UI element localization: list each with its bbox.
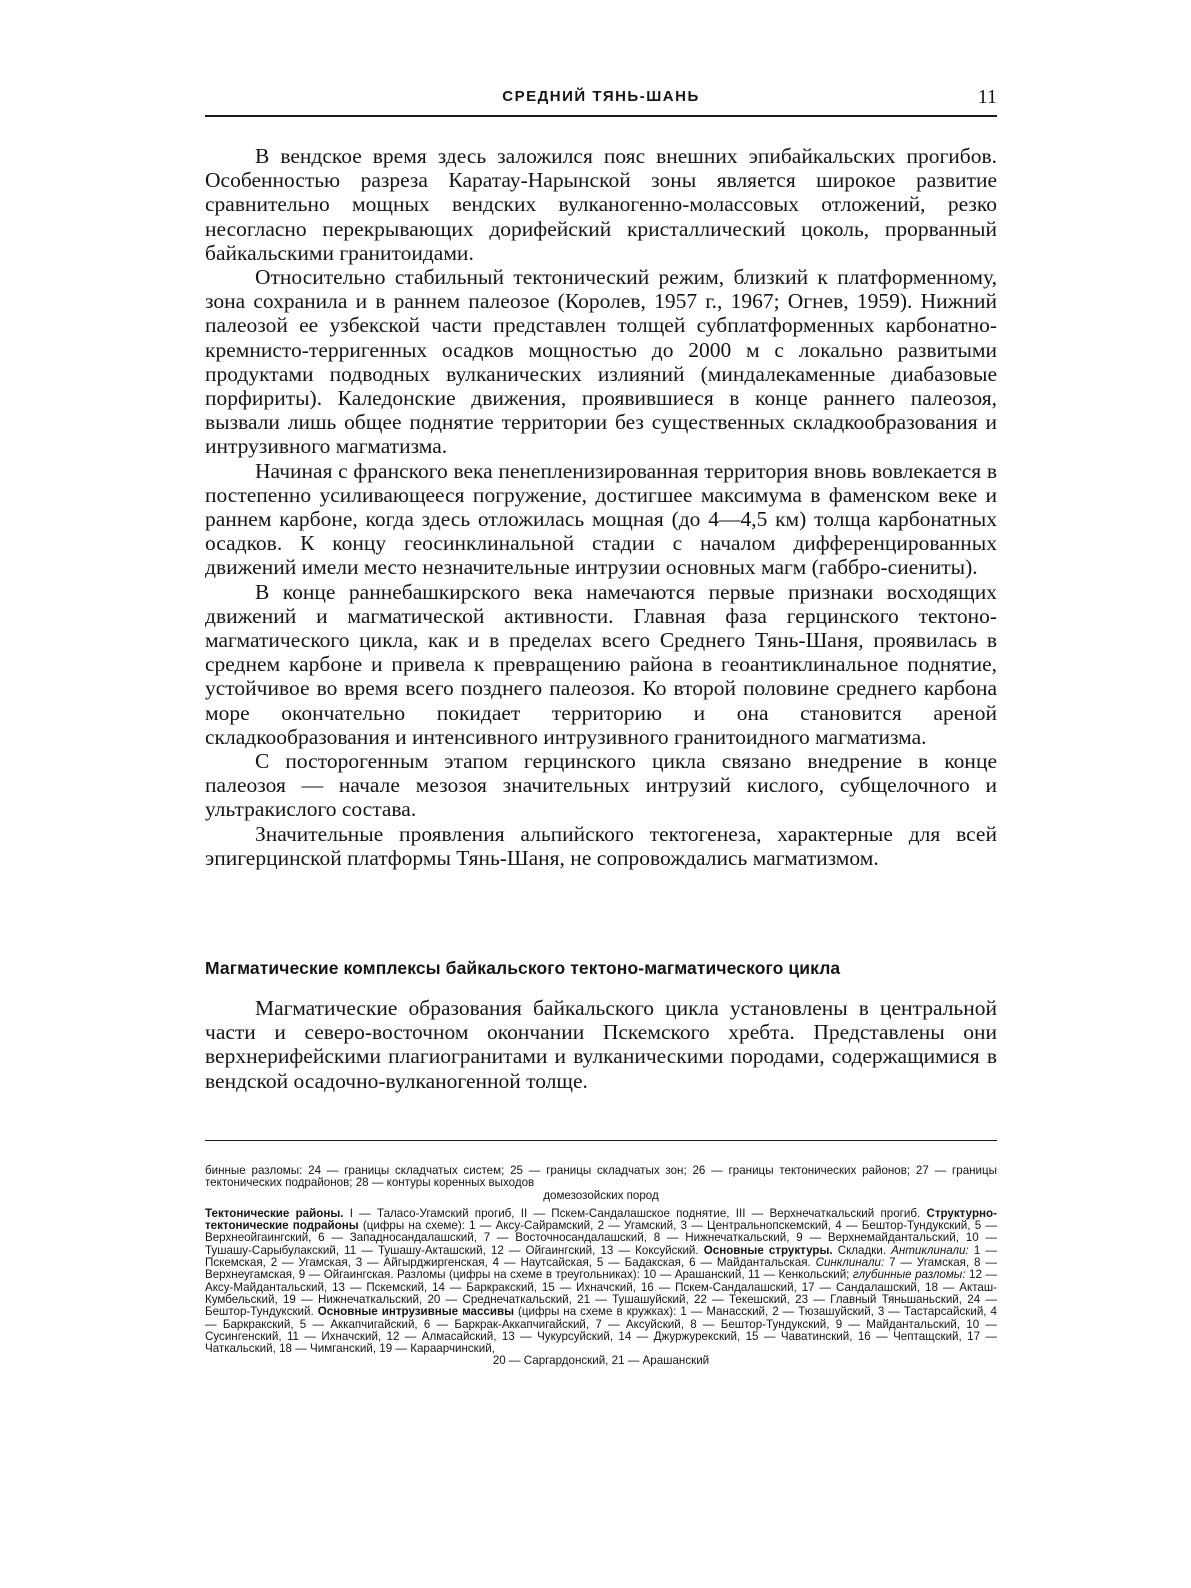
caption-legend-tail: домезозойских пород xyxy=(543,1188,659,1202)
caption-italic: Синклинали: xyxy=(815,1256,885,1270)
caption-tectonic xyxy=(205,1208,997,1356)
caption-label: Структурно-тектонические подрайоны xyxy=(205,1206,997,1233)
caption-text: (цифры на схеме): xyxy=(362,1219,465,1233)
caption-tail: 20 — Саргардонский, 21 — Арашанский xyxy=(492,1354,710,1368)
caption-label: Тектонические районы. xyxy=(205,1206,344,1220)
caption-text: (цифры на схеме в кружках): xyxy=(518,1305,677,1319)
caption-text: 7 — Угамская, 8 — Верхнеугамская, 9 — Ойгаингская. xyxy=(205,1256,997,1282)
caption-text: 10 — Арашанский, 11 — Кенкольский; xyxy=(643,1268,850,1282)
paragraph: В конце раннебашкирского века намечаются первые признаки восходящих движений и магматической активности. Главная фаза герцинского тектоно-магматического цикла, как и в пределах всего Среднего Тянь-Шаня, проявилась в среднем карбоне и привела к превращению района в геоантиклинальное поднятие, устойчивое во время всего позднего палеозоя. Ко второй половине среднего карбона море окончательно покидает территорию и она становится ареной складкообразования и интенсивного интрузивного гранитоидного магматизма. xyxy=(205,579,997,749)
footnote-rule xyxy=(205,1140,997,1141)
paragraph: Значительные проявления альпийского тектогенеза, характерные для всей эпигерцинской платформы Тянь-Шаня, не сопровождались магматизмом. xyxy=(205,821,997,870)
caption-text: Разломы xyxy=(397,1268,446,1282)
header-rule xyxy=(205,115,997,117)
caption-label: Основные структуры. xyxy=(703,1243,833,1257)
running-title: СРЕДНИЙ ТЯНЬ-ШАНЬ xyxy=(502,88,700,105)
caption-italic: глубинные разломы: xyxy=(852,1268,966,1282)
section-heading: Магматические комплексы байкальского тектоно-магматического цикла xyxy=(205,958,841,978)
caption-label: Основные интрузивные массивы xyxy=(317,1305,515,1319)
main-text xyxy=(205,144,997,870)
section-text xyxy=(205,996,997,1093)
paragraph: Начиная с франского века пенепленизированная территория вновь вовлекается в постепенно усиливающееся погружение, достигшее максимума в фаменском веке и раннем карбоне, когда здесь отложилась мощная (до 4—4,5 км) толща карбонатных осадков. К концу геосинклинальной стадии с началом дифференцированных движений имели место незначительные интрузии основных магм (габбро-сиениты). xyxy=(205,458,997,580)
caption-text: 12 — Аксу-Майдантальский, 13 — Пскемский, 14 — Баркракский, 15 — Ихначский, 16 — Пскем-Сандалашский, 17 — Сандалашский, 18 — Акташ-Кумбельский, 19 — Нижнечаткальский, 20 — Среднечаткальский, 21 — Тушашуйский, 22 — Текешский, 23 — Главный Тяньшаньский, 24 — Бештор-Тундукский. xyxy=(205,1268,997,1319)
paragraph: С посторогенным этапом герцинского цикла связано внедрение в конце палеозоя — начале мезозоя значительных интрузий кислого, субщелочного и ультракислого состава. xyxy=(205,749,997,822)
caption-text: 1 — Пскемская, 2 — Угамская, 3 — Айгырджиргенская, 4 — Наутсайская, 5 — Бадакская, 6 — Майдантальская. xyxy=(205,1243,997,1270)
paragraph: В вендское время здесь заложился пояс внешних эпибайкальских прогибов. Особенностью разреза Каратау-Нарынской зоны является широкое развитие сравнительно мощных вендских вулканогенно-молассовых отложений, резко несогласно перекрывающих дорифейский кристаллический цоколь, прорванный байкальскими гранитоидами. xyxy=(205,144,997,265)
caption-text: (цифры на схеме в треугольниках): xyxy=(448,1268,640,1282)
figure-caption-continued xyxy=(205,1165,997,1368)
caption-text: Складки. xyxy=(837,1243,887,1257)
page-number: 11 xyxy=(977,86,997,108)
paragraph: Магматические образования байкальского цикла установлены в центральной части и северо-восточном окончании Пскемского хребта. Представлены они верхнерифейскими плагиогранитами и вулканическими породами, содержащимися в вендской осадочно-вулканогенной толще. xyxy=(205,996,997,1093)
running-head xyxy=(205,86,997,110)
caption-italic: Антиклинали: xyxy=(891,1243,969,1257)
caption-legend: бинные разломы: 24 — границы складчатых систем; 25 — границы складчатых зон; 26 — границы тектонических районов; 27 — границы тектонических подрайонов; 28 — контуры коренных выходов xyxy=(205,1164,997,1190)
paragraph: Относительно стабильный тектонический режим, близкий к платформенному, зона сохранила и в раннем палеозое (Королев, 1957 г., 1967; Огнев, 1959). Нижний палеозой ее узбекской части представлен толщей субплатформенных карбонатно-кремнисто-терригенных осадков мощностью до 2000 м с локально развитыми продуктами подводных вулканических излияний (миндалекаменные диабазовые порфириты). Каледонские движения, проявившиеся в конце раннего палеозоя, вызвали лишь общее поднятие территории без существенных складкообразования и интрузивного магматизма. xyxy=(205,265,997,459)
caption-text: 1 — Манасский, 2 — Тюзашуйский, 3 — Тастарсайский, 4 — Баркракский, 5 — Аккапчигайский, 6 — Баркрак-Аккапчигайский, 7 — Аксуйский, 8 — Бештор-Тундукский, 9 — Майдантальский, 10 — Сусингенский, 11 — Ихначский, 12 — Алмасайский, 13 — Чукурсуйский, 14 — Джуржурекский, 15 — Чаватинский, 16 — Чептащский, 17 — Чаткальский, 18 — Чимганский, 19 — Караарчинский, xyxy=(205,1305,997,1356)
caption-text: 1 — Аксу-Сайрамский, 2 — Угамский, 3 — Центральнопскемский, 4 — Бештор-Тундукский, 5 — Верхнеойгаингский, 6 — Западносандалашский, 7 — Восточносандалашский, 8 — Нижнечаткальский, 9 — Верхнемайдантальский, 10 — Тушашу-Сарыбулакский, 11 — Тушашу-Акташский, 12 — Ойгаингский, 13 — Коксуйский. xyxy=(205,1219,997,1257)
caption-text: I — Таласо-Угамский прогиб, II — Пскем-Сандалашское поднятие, III — Верхнечаткальский прогиб. xyxy=(349,1206,921,1220)
